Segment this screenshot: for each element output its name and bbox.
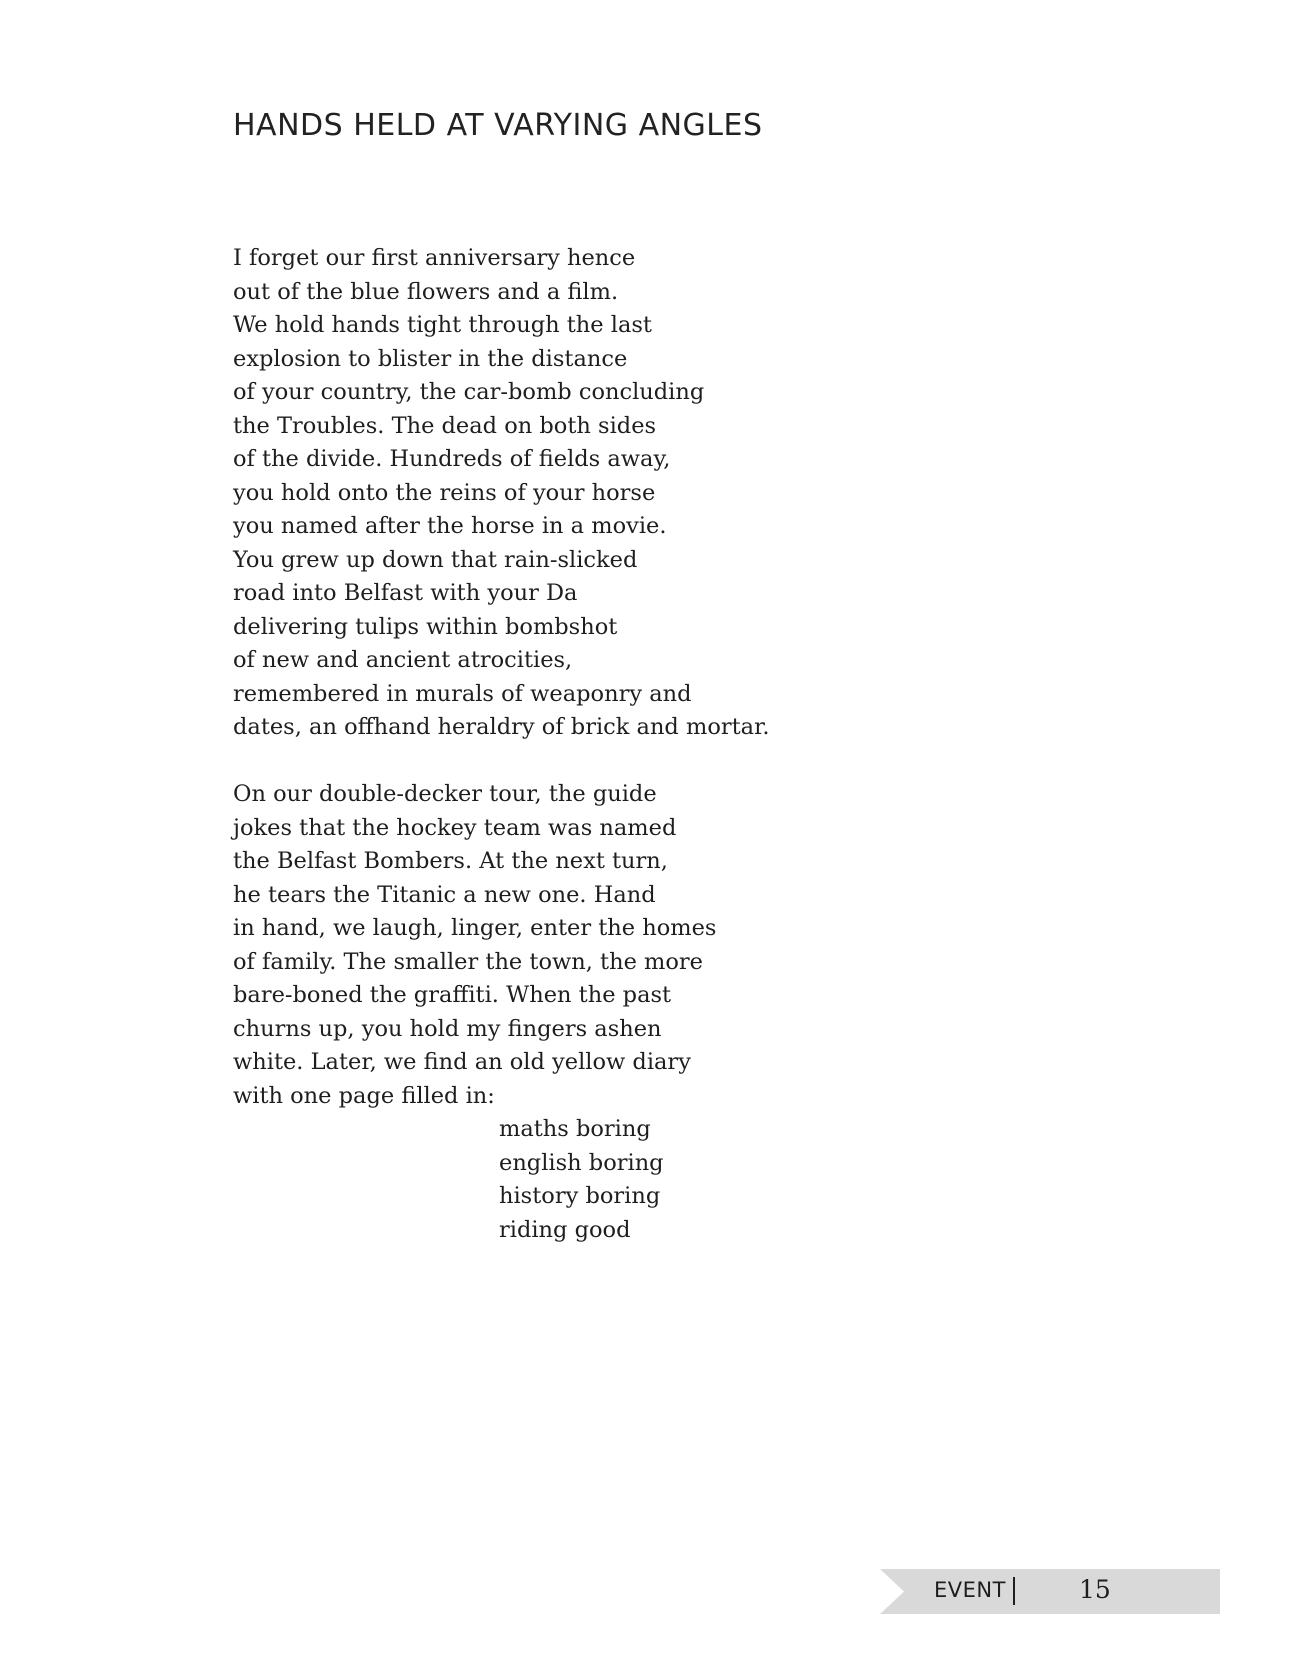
poem-line: We hold hands tight through the last bbox=[233, 312, 652, 338]
footer-band bbox=[880, 1569, 1220, 1614]
poem-line: the Belfast Bombers. At the next turn, bbox=[233, 848, 668, 874]
poem-line: of family. The smaller the town, the more bbox=[233, 948, 703, 975]
poem-line: bare-boned the graffiti. When the past bbox=[233, 982, 672, 1008]
poem-line: of the divide. Hundreds of fields away, bbox=[233, 446, 671, 472]
diary-line: history boring bbox=[499, 1183, 661, 1209]
poem-line: dates, an offhand heraldry of brick and mortar. bbox=[233, 714, 770, 740]
poem-line: he tears the Titanic a new one. Hand bbox=[233, 881, 656, 908]
poem-line: of new and ancient atrocities, bbox=[233, 647, 573, 673]
poem-line: out of the blue flowers and a film. bbox=[233, 278, 619, 305]
stanza-2 bbox=[233, 778, 770, 1247]
page-footer bbox=[880, 1569, 1220, 1614]
diary-line: english boring bbox=[499, 1149, 664, 1176]
poem-line: you named after the horse in a movie. bbox=[233, 513, 667, 539]
poem-title: HANDS HELD AT VARYING ANGLES bbox=[233, 108, 763, 143]
footer-section-label: EVENT bbox=[934, 1578, 1006, 1602]
diary-line: maths boring bbox=[499, 1116, 651, 1142]
poem-line: with one page filled in: bbox=[233, 1082, 495, 1109]
poem-line: remembered in murals of weaponry and bbox=[233, 680, 692, 707]
poem-line: you hold onto the reins of your horse bbox=[233, 479, 656, 506]
poem-line: I forget our first anniversary hence bbox=[233, 245, 636, 271]
poem-line: white. Later, we find an old yellow diary bbox=[233, 1049, 691, 1075]
poem-line: road into Belfast with your Da bbox=[233, 580, 578, 606]
poem-line: You grew up down that rain-slicked bbox=[233, 546, 638, 573]
poem-line: of your country, the car-bomb concluding bbox=[233, 379, 705, 405]
diary-line: riding good bbox=[499, 1216, 631, 1243]
poem-line: On our double-decker tour, the guide bbox=[233, 781, 657, 807]
poem-line: explosion to blister in the distance bbox=[233, 345, 628, 372]
poem-line: delivering tulips within bombshot bbox=[233, 613, 618, 640]
stanza-1 bbox=[233, 242, 770, 745]
poem-line: jokes that the hockey team was named bbox=[233, 814, 677, 841]
poem-body bbox=[233, 242, 770, 1247]
poem-line: in hand, we laugh, linger, enter the homes bbox=[233, 915, 717, 941]
page-number: 15 bbox=[1079, 1575, 1111, 1604]
footer-divider bbox=[1013, 1577, 1015, 1605]
poem-line: churns up, you hold my fingers ashen bbox=[233, 1015, 662, 1042]
poem-line: the Troubles. The dead on both sides bbox=[233, 412, 657, 439]
